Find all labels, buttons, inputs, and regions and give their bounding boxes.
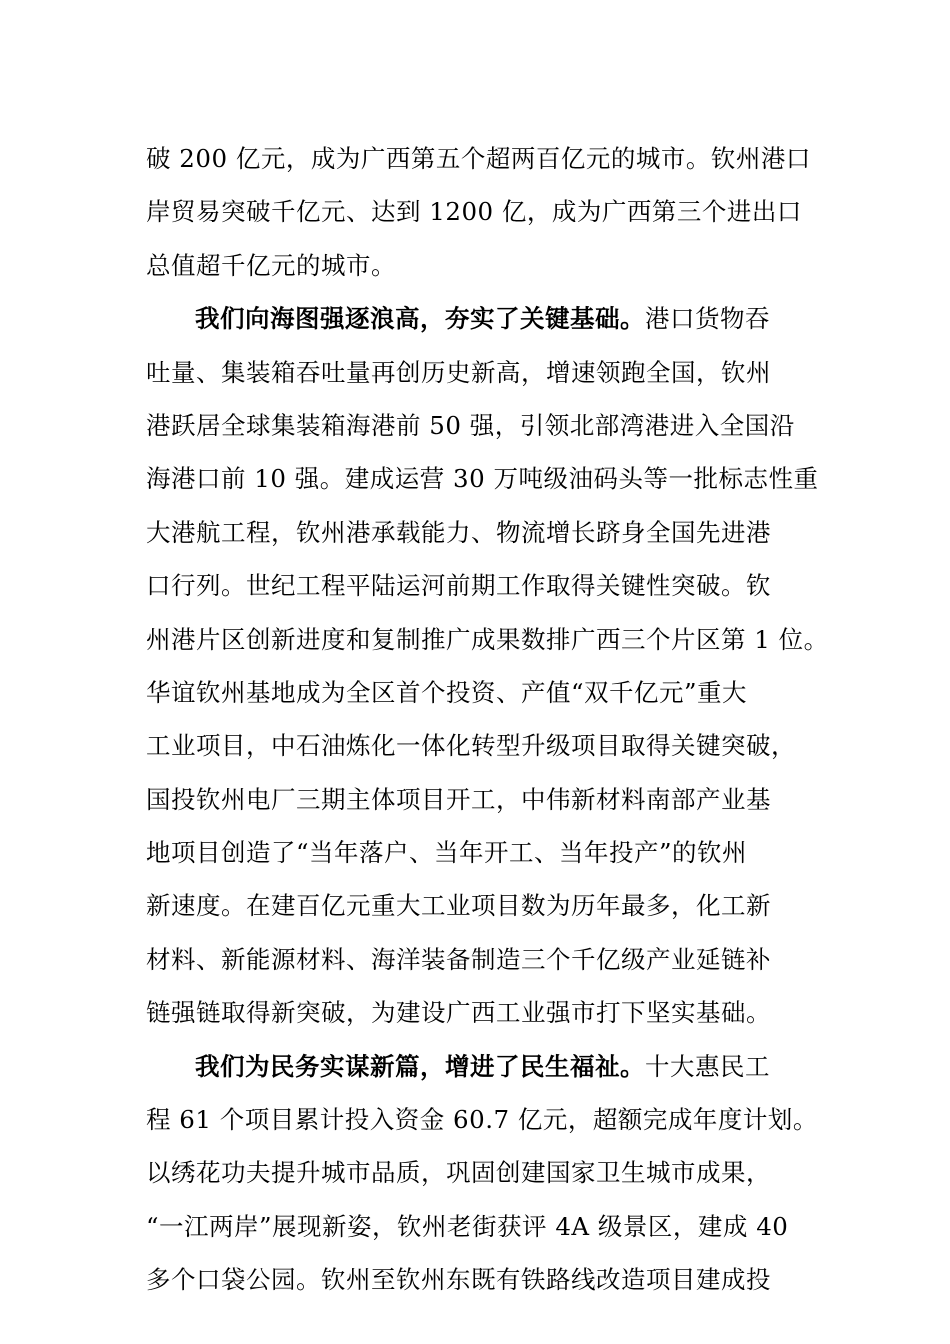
- paragraph-text: 十大惠民工: [645, 1051, 770, 1081]
- text-line: 材料、新能源材料、海洋装备制造三个千亿级产业延链补: [146, 944, 771, 974]
- text-line: 港跃居全球集装箱海港前 50 强，引领北部湾港进入全国沿: [146, 410, 795, 440]
- text-line: 口行列。世纪工程平陆运河前期工作取得关键性突破。钦: [146, 571, 771, 601]
- text-line: 地项目创造了“当年落户、当年开工、当年投产”的钦州: [146, 838, 748, 868]
- text-line: 吐量、集装箱吞吐量再创历史新高，增速领跑全国，钦州: [146, 357, 771, 387]
- text-line: 破 200 亿元，成为广西第五个超两百亿元的城市。钦州港口: [146, 144, 811, 173]
- paragraph-text: 港口货物吞: [645, 304, 770, 334]
- text-line: 华谊钦州基地成为全区首个投资、产值“双千亿元”重大: [146, 677, 748, 707]
- text-line: 总值超千亿元的城市。: [146, 250, 396, 280]
- text-line: 程 61 个项目累计投入资金 60.7 亿元，超额完成年度计划。: [146, 1105, 818, 1135]
- text-line: 新速度。在建百亿元重大工业项目数为历年最多，化工新: [146, 891, 771, 921]
- text-line: 大港航工程，钦州港承载能力、物流增长跻身全国先进港: [146, 517, 771, 547]
- text-line: 国投钦州电厂三期主体项目开工，中伟新材料南部产业基: [146, 784, 771, 814]
- paragraph-heading-line: [146, 292, 826, 345]
- text-line: “一江两岸”展现新姿，钦州老街获评 4A 级景区，建成 40: [146, 1211, 789, 1241]
- text-line: 工业项目，中石油炼化一体化转型升级项目取得关键突破，: [146, 731, 796, 761]
- body-text: [146, 132, 829, 1307]
- paragraph-heading-line: [146, 1040, 826, 1093]
- paragraph-heading: 我们向海图强逐浪高，夯实了关键基础。: [195, 304, 645, 334]
- text-line: 海港口前 10 强。建成运营 30 万吨级油码头等一批标志性重: [146, 464, 819, 494]
- text-line: 链强链取得新突破，为建设广西工业强市打下坚实基础。: [146, 998, 771, 1028]
- paragraph-heading: 我们为民务实谋新篇，增进了民生福祉。: [195, 1051, 645, 1081]
- text-line: 多个口袋公园。钦州至钦州东既有铁路线改造项目建成投: [146, 1265, 771, 1295]
- text-line: 岸贸易突破千亿元、达到 1200 亿，成为广西第三个进出口: [146, 197, 802, 227]
- text-line: 以绣花功夫提升城市品质，巩固创建国家卫生城市成果，: [146, 1158, 771, 1188]
- text-line: 州港片区创新进度和复制推广成果数排广西三个片区第 1 位。: [146, 624, 829, 654]
